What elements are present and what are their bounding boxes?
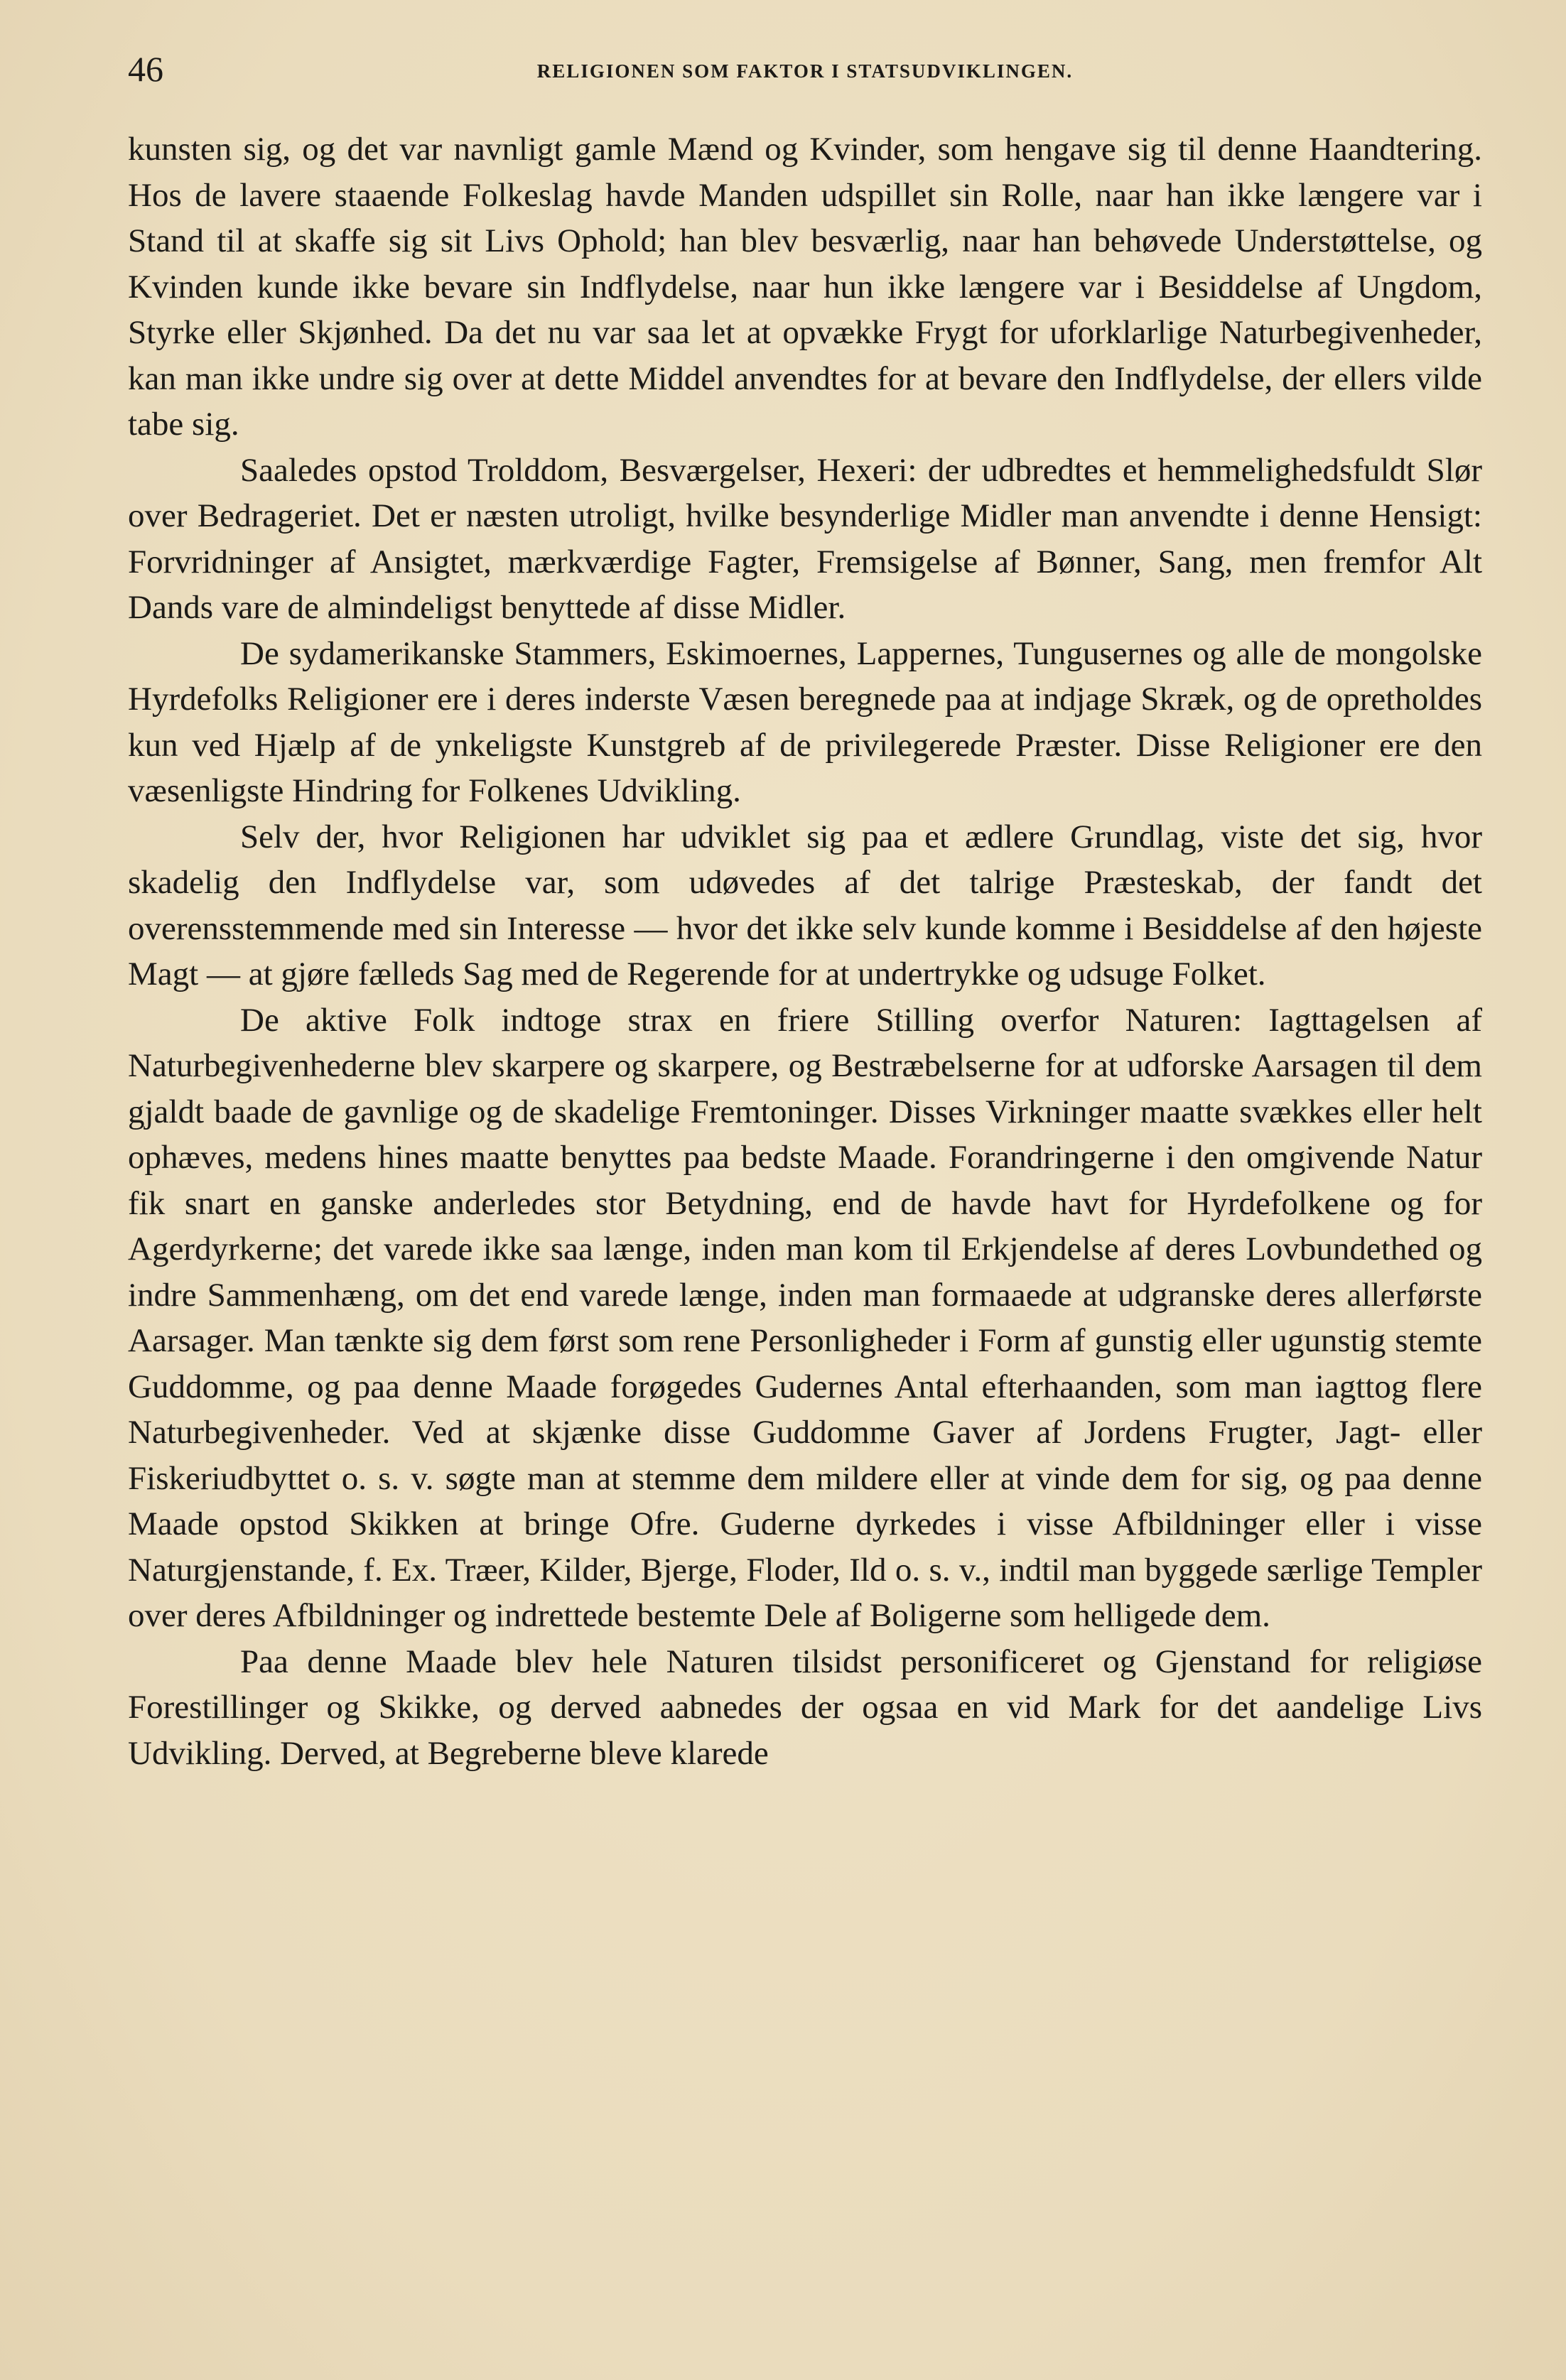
paragraph: Paa denne Maade blev hele Naturen tilsidst personificeret og Gjenstand for religiøse Forestillinger og Skikke, og derved aabnedes der ogsaa en vid Mark for det aandelige Livs Udvikling. Derved, at Begreberne bleve klarede [128, 1643, 1482, 1772]
body-text [128, 126, 1482, 1776]
page-number: 46 [128, 49, 163, 89]
paragraph: Saaledes opstod Trolddom, Besværgelser, Hexeri: der udbredtes et hemmelighedsfuldt Slør over Bedrageriet. Det er næsten utroligt, hvilke besynderlige Midler man anvendte i denne Hensigt: Forvridninger af Ansigtet, mærkværdige Fagter, Fremsigelse af Bønner, Sang, men fremfor Alt Dands vare de almindeligst benyttede af disse Midler. [128, 451, 1482, 626]
running-title: RELIGIONEN SOM FAKTOR I STATSUDVIKLINGEN. [536, 60, 1074, 82]
page-header [128, 44, 1482, 94]
paragraph: De aktive Folk indtoge strax en friere Stilling overfor Naturen: Iagttagelsen af Naturbegivenhederne blev skarpere og skarpere, og Bestræbelserne for at udforske Aarsagen til dem gjaldt baade de gavnlige og de skadelige Fremtoninger. Disses Virkninger maatte svækkes eller helt ophæves, medens hines maatte benyttes paa bedste Maade. Forandringerne i den omgivende Natur fik snart en ganske anderledes stor Betydning, end de havde havt for Hyrdefolkene og for Agerdyrkerne; det varede ikke saa længe, inden man kom til Erkjendelse af deres Lovbundethed og indre Sammenhæng, om det end varede længe, inden man formaaede at udgranske deres allerførste Aarsager. Man tænkte sig dem først som rene Personligheder i Form af gunstig eller ugunstig stemte Guddomme, og paa denne Maade forøgedes Gudernes Antal efterhaanden, som man iagttog flere Naturbegivenheder. Ved at skjænke disse Guddomme Gaver af Jordens Frugter, Jagt- eller Fiskeriudbyttet o. s. v. søgte man at stemme dem mildere eller at vinde dem for sig, og paa denne Maade opstod Skikken at bringe Ofre. Guderne dyrkedes i visse Afbildninger eller i visse Naturgjenstande, f. Ex. Træer, Kilder, Bjerge, Floder, Ild o. s. v., indtil man byggede særlige Templer over deres Afbildninger og indrettede bestemte Dele af Boligerne som helligede dem. [128, 1001, 1482, 1634]
paragraph: De sydamerikanske Stammers, Eskimoernes, Lappernes, Tungusernes og alle de mongolske Hyrdefolks Religioner ere i deres inderste Væsen beregnede paa at indjage Skræk, og de opretholdes kun ved Hjælp af de ynkeligste Kunstgreb af de privilegerede Præster. Disse Religioner ere den væsenligste Hindring for Folkenes Udvikling. [128, 634, 1482, 809]
paragraph: kunsten sig, og det var navnligt gamle Mænd og Kvinder, som hengave sig til denne Haandtering. Hos de lavere staaende Folkeslag havde Manden udspillet sin Rolle, naar han ikke længere var i Stand til at skaffe sig sit Livs Ophold; han blev besværlig, naar han behøvede Understøttelse, og Kvinden kunde ikke bevare sin Indflydelse, naar hun ikke længere var i Besiddelse af Ungdom, Styrke eller Skjønhed. Da det nu var saa let at opvække Frygt for uforklarlige Naturbegivenheder, kan man ikke undre sig over at dette Middel anvendtes for at bevare den Indflydelse, der ellers vilde tabe sig. [128, 131, 1482, 443]
paragraph: Selv der, hvor Religionen har udviklet sig paa et ædlere Grundlag, viste det sig, hvor skadelig den Indflydelse var, som udøvedes af det talrige Præsteskab, der fandt det overensstemmende med sin Interesse — hvor det ikke selv kunde komme i Besiddelse af den højeste Magt — at gjøre fælleds Sag med de Regerende for at undertrykke og udsuge Folket. [128, 818, 1482, 992]
